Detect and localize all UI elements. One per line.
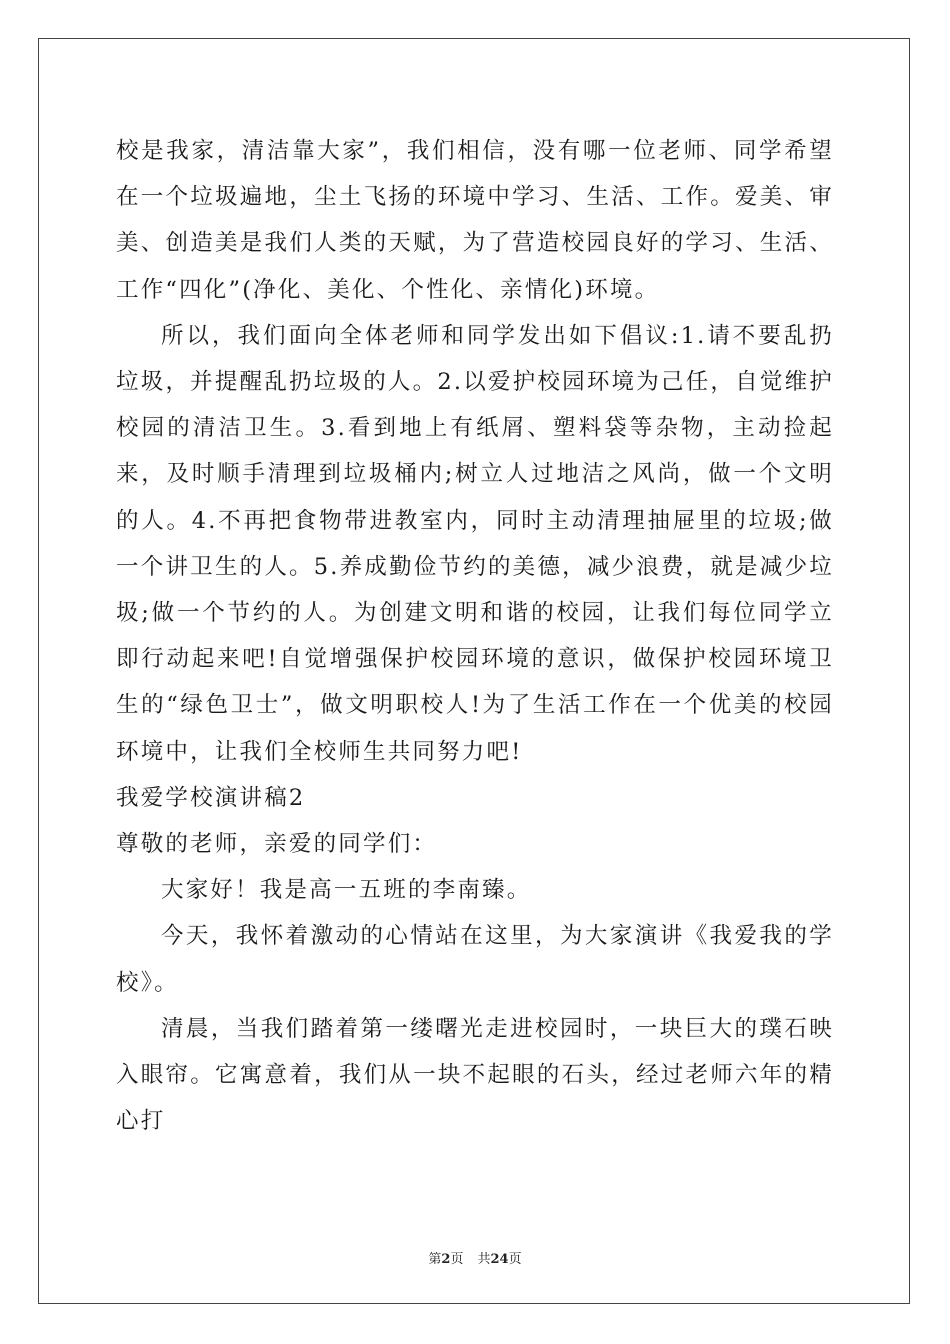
footer-total-suffix: 页 (508, 1252, 522, 1267)
footer-page-current: 2 (441, 1252, 451, 1267)
document-body (116, 128, 834, 1144)
footer-page-suffix: 页 (450, 1252, 464, 1267)
footer-page-prefix: 第 (428, 1252, 442, 1267)
footer-page-total: 24 (490, 1252, 509, 1267)
section-heading: 我爱学校演讲稿2 (116, 784, 306, 811)
salutation: 尊敬的老师，亲爱的同学们： (116, 831, 438, 858)
paragraph-1: 校是我家，清洁靠大家”，我们相信，没有哪一位老师、同学希望在一个垃圾遍地，尘土飞扬的环境中学习、生活、工作。爱美、审美、创造美是我们人类的天赋，为了营造校园良好的学习、生活、工作“四化”(净化、美化、个性化、亲情化)环境。 (116, 138, 834, 303)
paragraph-morning: 清晨，当我们踏着第一缕曙光走进校园时，一块巨大的璞石映入眼帘。它寓意着，我们从一块不起眼的石头，经过老师六年的精心打 (116, 1015, 834, 1135)
footer-total-prefix: 共 (477, 1252, 491, 1267)
paragraph-greeting: 大家好！我是高一五班的李南臻。 (161, 877, 532, 904)
paragraph-2: 所以，我们面向全体老师和同学发出如下倡议:1.请不要乱扔垃圾，并提醒乱扔垃圾的人。2.以爱护校园环境为己任，自觉维护校园的清洁卫生。3.看到地上有纸屑、塑料袋等杂物，主动捡起来，及时顺手清理到垃圾桶内;树立人过地洁之风尚，做一个文明的人。4.不再把食物带进教室内，同时主动清理抽屉里的垃圾;做一个讲卫生的人。5.养成勤俭节约的美德，减少浪费，就是减少垃圾;做一个节约的人。为创建文明和谐的校园，让我们每位同学立即行动起来吧!自觉增强保护校园环境的意识，做保护校园环境卫生的“绿色卫士”，做文明职校人!为了生活工作在一个优美的校园环境中，让我们全校师生共同努力吧! (116, 322, 834, 765)
page-footer (0, 1248, 950, 1267)
paragraph-intro: 今天，我怀着激动的心情站在这里，为大家演讲《我爱我的学校》。 (116, 923, 834, 996)
